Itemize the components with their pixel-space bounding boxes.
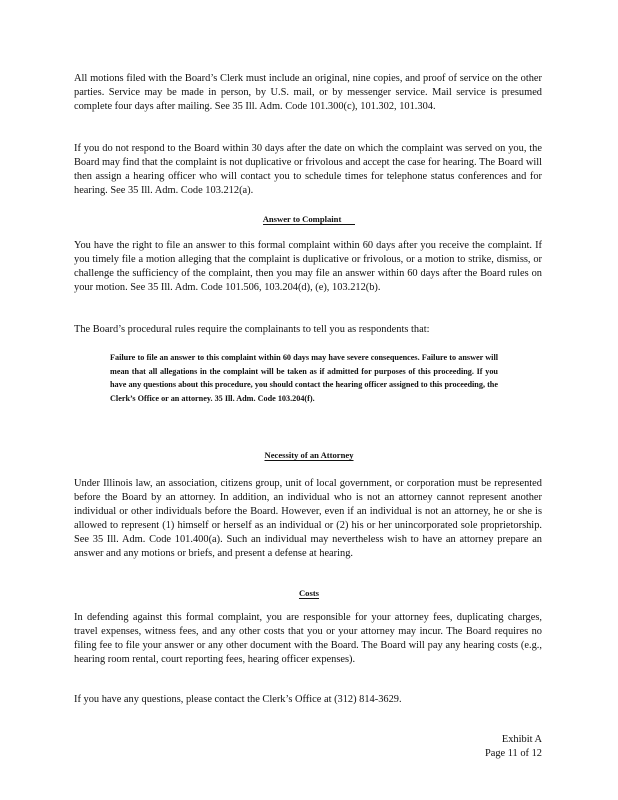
costs-heading-text: Costs — [298, 588, 320, 598]
rules-intro-paragraph: The Board’s procedural rules require the complainants to tell you as respondents that: — [74, 324, 430, 335]
answer-heading — [0, 214, 618, 224]
attorney-heading-text: Necessity of an Attorney — [264, 450, 354, 460]
notice-quote: Failure to file an answer to this complaint within 60 days may have severe consequences. Failure to answer will mean that all allegations in the complaint will be taken as if admitted for purposes of this proceeding. If you have any questions about this procedure, you should contact the hearing officer assigned to this proceeding, the Clerk’s Office or an attorney. 35 Ill. Adm. Code 103.204(f). — [110, 353, 498, 403]
respond-paragraph: If you do not respond to the Board within 30 days after the date on which the complaint was served on you, the Board may find that the complaint is not duplicative or frivolous and accept the case for hearing. The Board will then assign a hearing officer who will contact you to schedule times for telephone status conferences and for hearing. See 35 Ill. Adm. Code 103.212(a). — [74, 143, 542, 196]
attorney-heading — [0, 450, 618, 460]
motions-paragraph: All motions filed with the Board’s Clerk must include an original, nine copies, and proof of service on the other parties. Service may be made in person, by U.S. mail, or by messenger service. Mail service is presumed complete four days after mailing. See 35 Ill. Adm. Code 101.300(c), 101.302, 101.304. — [74, 73, 542, 112]
questions-paragraph: If you have any questions, please contact the Clerk’s Office at (312) 814-3629. — [74, 694, 402, 705]
page-footer — [485, 733, 542, 760]
page-number: Page 11 of 12 — [484, 747, 542, 759]
costs-heading — [0, 588, 618, 598]
answer-heading-text: Answer to Complaint — [263, 214, 356, 225]
costs-paragraph: In defending against this formal complaint, you are responsible for your attorney fees, duplicating charges, travel expenses, witness fees, and any other costs that you or your attorney may incur. The Board requires no filing fee to file your answer or any other document with the Board. The Board will pay any hearing costs (e.g., hearing room rental, court reporting fees, hearing officer expenses). — [74, 612, 542, 665]
answer-right-paragraph: You have the right to file an answer to this formal complaint within 60 days after you receive the complaint. If you timely file a motion alleging that the complaint is duplicative or frivolous, or a motion to strike, dismiss, or challenge the sufficiency of the complaint, then you may file an answer within 60 days after the Board rules on your motion. See 35 Ill. Adm. Code 101.506, 103.204(d), (e), 103.212(b). — [74, 240, 542, 293]
exhibit-label: Exhibit A — [501, 734, 542, 745]
attorney-paragraph: Under Illinois law, an association, citizens group, unit of local government, or corporation must be represented before the Board by an attorney. In addition, an individual who is not an attorney cannot represent another individual or other individuals before the Board. However, even if an individual is not an attorney, he or she is allowed to represent (1) himself or herself as an individual or (2) his or her unincorporated sole proprietorship. See 35 Ill. Adm. Code 101.400(a). Such an individual may nevertheless wish to have an attorney prepare an answer and any motions or briefs, and present a defense at hearing. — [74, 478, 542, 559]
